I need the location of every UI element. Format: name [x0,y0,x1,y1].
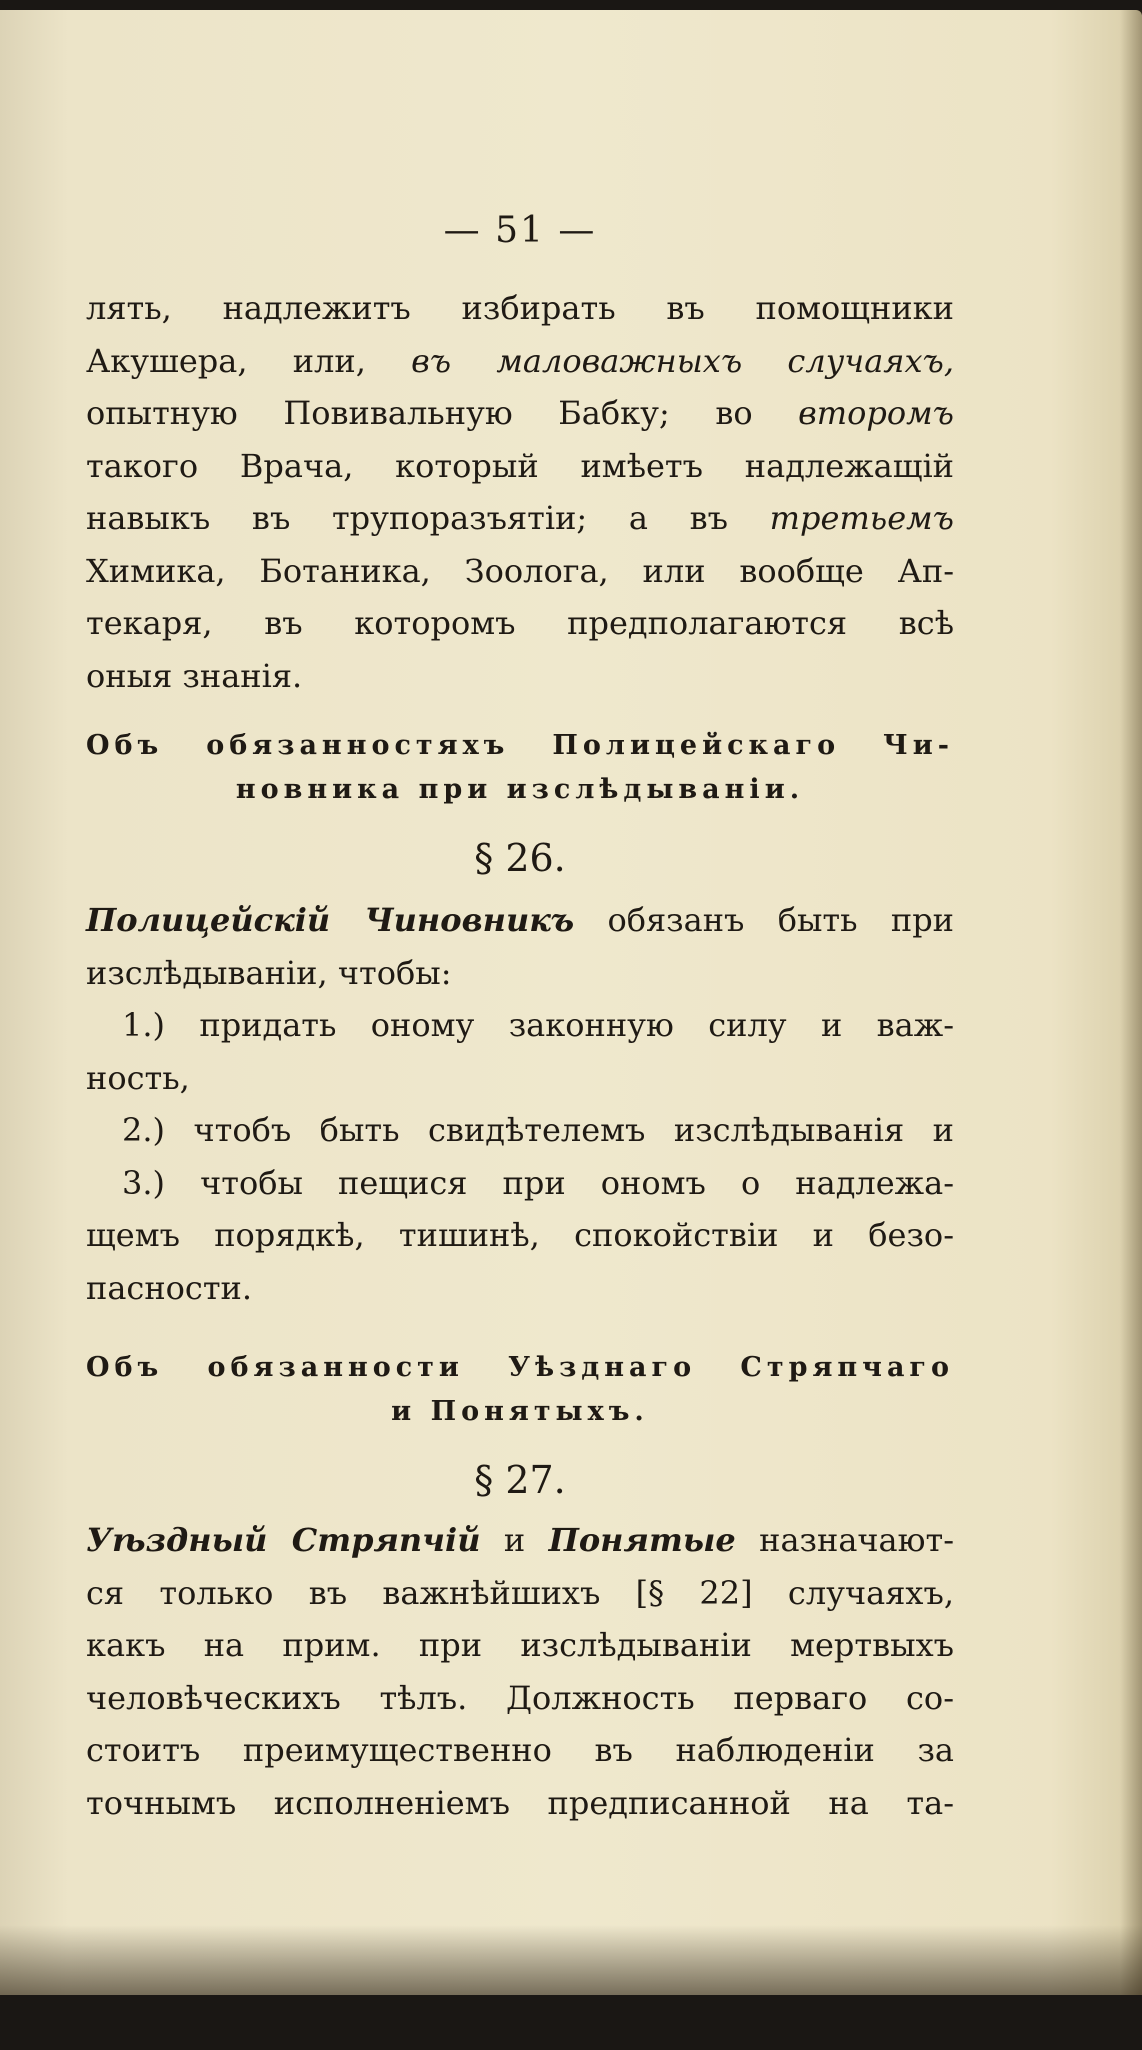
italic-span: въ маловажныхъ случаяхъ, [411,341,955,380]
section-number: § 27. [474,1458,566,1502]
text-line: 2.) чтобъ быть свидѣтелемъ изслѣдыванія и [122,1111,954,1149]
paragraph-continuation [86,282,954,702]
paragraph-section-27 [86,1514,954,1829]
text-line: какъ на прим. при изслѣдываніи мертвыхъ [86,1626,954,1664]
text-line: 1.) придать оному законную силу и важ- [122,1006,954,1044]
italic-span: Полицейскій Чиновникъ [86,901,575,939]
italic-span: Понятые [548,1521,736,1559]
italic-span: второмъ [798,394,954,432]
text-line: 3.) чтобы пещися при ономъ о надлежа- [122,1163,954,1202]
section-number: § 26. [474,836,566,880]
text-line: лять, надлежитъ избирать въ помощники [86,289,954,327]
text-line: щемъ порядкѣ, тишинѣ, спокойствіи и безо- [86,1216,954,1254]
text-line: такого Врача, который имѣетъ надлежащій [86,446,954,485]
text-span: назначают- [735,1521,955,1559]
text-line [86,387,954,440]
page-edge-shadow [1120,10,1142,1995]
text-line: оныя знанія. [86,656,303,695]
heading-line: новника при изслѣдываніи. [235,774,805,805]
text-span: навыкъ въ трупоразъятіи; а въ [86,499,770,537]
text-span: опытную Повивальную Бабку; во [86,394,799,432]
text-line: текаря, въ которомъ предполагаются всѣ [86,604,954,642]
text-span: и [480,1521,549,1559]
text-line: стоитъ преимущественно въ наблюденіи за [86,1731,954,1769]
text-line: ность, [86,1058,190,1097]
section-heading [86,724,954,812]
heading-line: Объ обязанностяхъ Полицейскаго Чи- [86,730,954,761]
text-line: пасности. [86,1268,253,1307]
heading-line: Объ обязанности Уѣзднаго Стряпчаго [86,1352,954,1383]
text-line [86,1514,954,1567]
text-line: ся только въ важнѣйшихъ [§ 22] случаяхъ, [86,1573,954,1612]
text-line: изслѣдываніи, чтобы: [86,953,452,992]
text-line: точнымъ исполненіемъ предписанной на та- [86,1783,954,1822]
text-line: Химика, Ботаника, Зоолога, или вообще Ап- [86,551,954,590]
text-line [86,894,954,947]
text-line [86,492,954,545]
page-bottom-shadow [0,1925,1142,1995]
text-span: Акушера, или, [86,341,412,380]
text-line [86,335,954,388]
heading-line: и Понятыхъ. [391,1396,649,1427]
text-line: человѣческихъ тѣлъ. Должность перваго со- [86,1678,954,1717]
page-number: — 51 — [443,210,597,251]
section-heading [86,1346,954,1434]
book-page [0,10,1142,1995]
italic-span: третьемъ [769,499,954,537]
text-span: обязанъ быть при [574,901,954,939]
italic-span: Уѣздный Стряпчій [86,1521,481,1559]
paragraph-section-26 [86,894,954,1314]
